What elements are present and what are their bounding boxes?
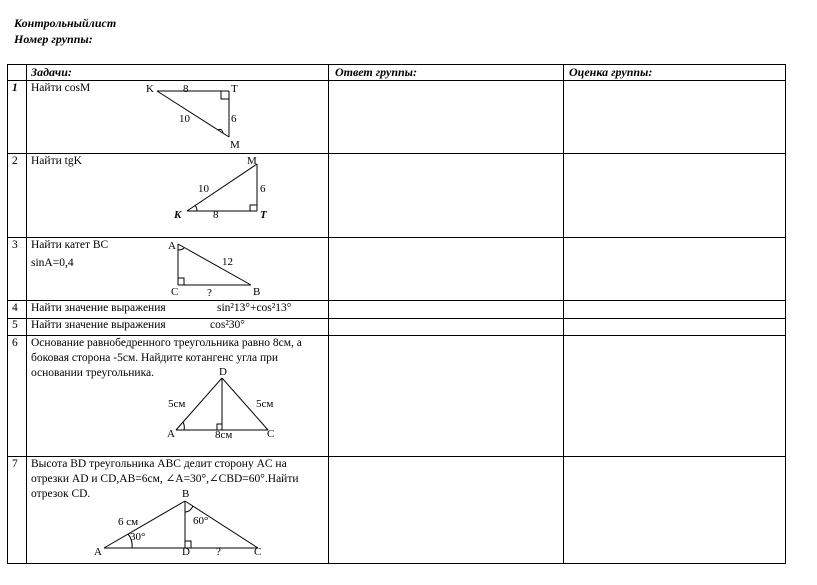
group-number-label: Номер группы: xyxy=(14,32,93,46)
fig2-label-m: M xyxy=(247,155,257,167)
task-7-text: Высота BD треугольника ABC делит сторону AC на отрезки AD и CD,AB=6см, ∠A=30°,∠CBD=60°.Найти отрезок CD. xyxy=(31,458,299,500)
fig3-label-b: B xyxy=(253,286,261,298)
row-number-4: 4 xyxy=(12,302,18,314)
task-5-expr: cos²30° xyxy=(210,319,245,331)
fig7-label-d: D xyxy=(182,546,190,558)
task-6-text: Основание равнобедренного треугольника равно 8см, а боковая сторона -5см. Найдите котангенс угла при основании треугольника. xyxy=(31,337,302,379)
fig7-side-ab: 6 см xyxy=(118,516,139,528)
row-number-5: 5 xyxy=(12,319,18,331)
fig7-label-a: A xyxy=(94,546,102,558)
row-number-3: 3 xyxy=(12,239,18,251)
task-3-text2: sinA=0,4 xyxy=(31,257,74,269)
fig7-label-c: C xyxy=(254,546,262,558)
fig3-side-cb: ? xyxy=(207,287,212,299)
task-2-text: Найти tgK xyxy=(31,155,82,167)
row-number-1: 1 xyxy=(12,82,18,94)
fig6-side-ad: 5см xyxy=(168,398,186,410)
fig2-side-mt: 6 xyxy=(260,183,266,195)
task-5-text: Найти значение выражения xyxy=(31,319,166,331)
row-number-2: 2 xyxy=(12,155,18,167)
fig7-label-b: B xyxy=(182,488,190,500)
task-4-expr: sin²13°+cos²13° xyxy=(217,302,292,314)
fig6-label-c: C xyxy=(267,428,275,440)
header-answer: Ответ группы: xyxy=(335,65,417,79)
fig2-side-km: 10 xyxy=(198,183,209,195)
fig3-label-a: A xyxy=(168,240,176,252)
fig6-base: 8см xyxy=(215,429,233,441)
fig3-side-ab: 12 xyxy=(222,256,233,268)
fig1-side-tm: 6 xyxy=(231,113,237,125)
fig6-label-d: D xyxy=(219,366,227,378)
fig7-side-dc: ? xyxy=(216,546,221,558)
fig6-side-dc: 5см xyxy=(256,398,274,410)
task-1-text: Найти cosM xyxy=(31,82,91,94)
task-4-text: Найти значение выражения xyxy=(31,302,166,314)
fig2-label-k: K xyxy=(174,209,182,221)
fig2-side-kt: 8 xyxy=(213,209,219,221)
header-tasks: Задачи: xyxy=(31,65,72,79)
fig3-label-c: C xyxy=(171,286,179,298)
fig1-side-km: 10 xyxy=(179,113,190,125)
row-number-7: 7 xyxy=(12,458,18,470)
fig1-label-m: M xyxy=(230,139,240,151)
fig7-angle-a: 30° xyxy=(130,531,146,543)
fig1-side-kt: 8 xyxy=(183,83,189,95)
fig2-label-t: T xyxy=(260,209,267,221)
fig6-label-a: A xyxy=(167,428,175,440)
header-grade: Оценка группы: xyxy=(569,65,653,79)
fig1-label-t: T xyxy=(231,83,238,95)
fig1-label-k: K xyxy=(146,83,154,95)
fig7-angle-b: 60° xyxy=(193,515,209,527)
row-number-6: 6 xyxy=(12,337,18,349)
page-title: Контрольныйлист xyxy=(14,16,117,30)
task-3-text: Найти катет ВС xyxy=(31,239,109,251)
